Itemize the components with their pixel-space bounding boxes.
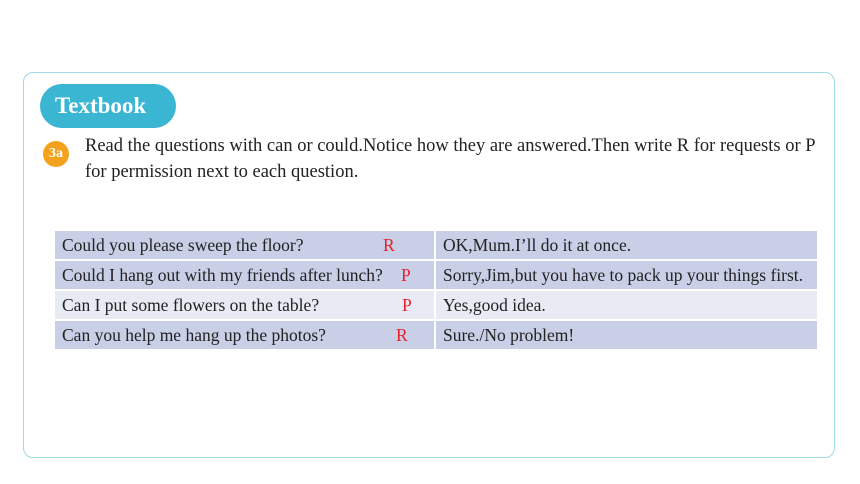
answer-mark: R: [396, 325, 408, 345]
exercise-instruction: Read the questions with can or could.Notice how they are answered.Then write R for requests or P for permission next to each question.: [85, 136, 815, 182]
question-text: Can I put some flowers on the table?: [62, 295, 320, 315]
answer-mark: R: [383, 235, 395, 255]
table-row: [54, 290, 818, 320]
question-cell: [54, 290, 435, 320]
answer-cell: Sure./No problem!: [435, 320, 818, 350]
question-text: Could you please sweep the floor?: [62, 235, 304, 255]
table-row: [54, 320, 818, 350]
question-text: Could I hang out with my friends after lunch?: [62, 265, 383, 285]
answer-mark: P: [401, 265, 411, 285]
section-label-badge: Textbook: [40, 84, 176, 128]
exercise-number-badge: 3a: [43, 141, 69, 167]
question-cell: [54, 230, 435, 260]
question-text: Can you help me hang up the photos?: [62, 325, 326, 345]
table-row: [54, 230, 818, 260]
answer-cell: OK,Mum.I’ll do it at once.: [435, 230, 818, 260]
question-cell: [54, 320, 435, 350]
question-cell: [54, 260, 435, 290]
answer-mark: P: [402, 295, 412, 315]
question-answer-table: [53, 229, 819, 351]
answer-cell: Yes,good idea.: [435, 290, 818, 320]
answer-cell: Sorry,Jim,but you have to pack up your things first.: [435, 260, 818, 290]
table-row: [54, 260, 818, 290]
